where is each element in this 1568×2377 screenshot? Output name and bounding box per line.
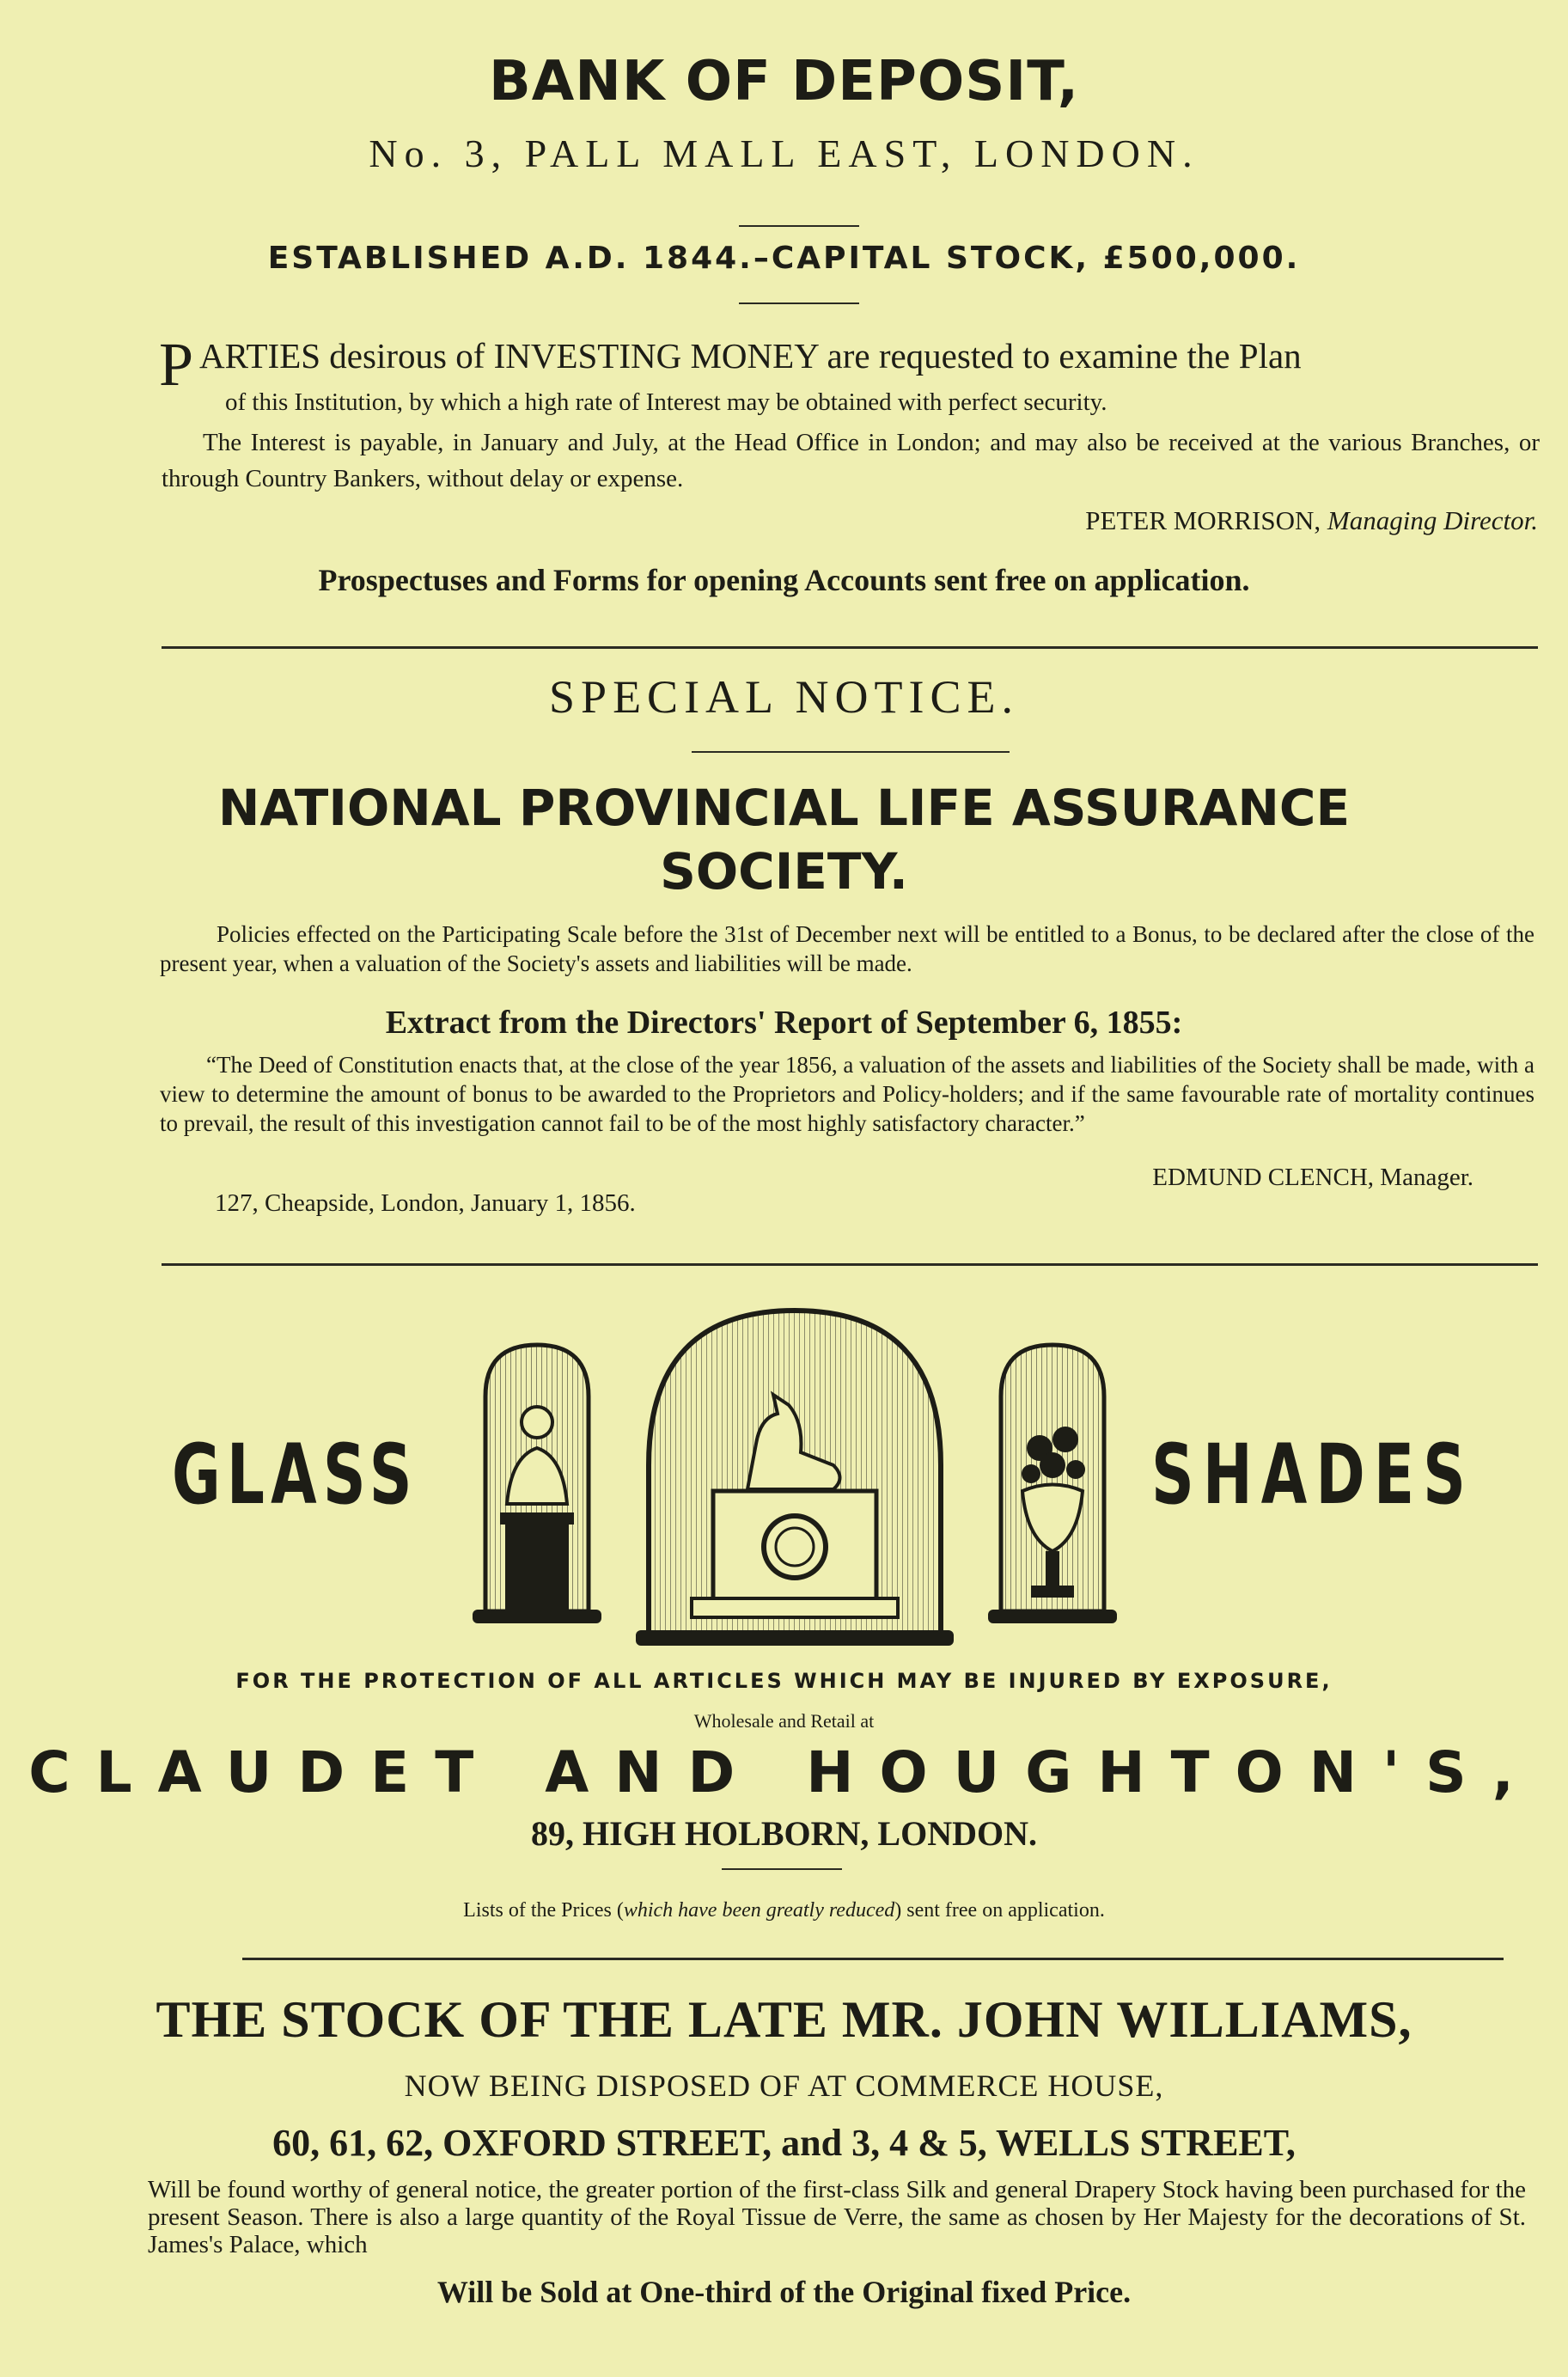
directors-quote: “The Deed of Constitution enacts that, at the close of the year 1856, a valuation of the assets and liabilities of the Society shall be made, with a view to determine the amount of bonus to be awarded to the Proprietors and Policy-holders; and if the same favourable rate of mortality continues to prevail, the result of this investigation cannot fail to be of the most highly satisfactory character.” <box>160 1052 1534 1136</box>
claudet-address: 89, HIGH HOLBORN, LONDON. <box>531 1814 1037 1853</box>
bank-interest-paragraph: The Interest is payable, in January and July, at the Head Office in London; and may also be received at the various Branches, or through Country Bankers, without delay or expense. <box>162 429 1540 492</box>
stock-streets: 60, 61, 62, OXFORD STREET, and 3, 4 & 5, WELLS STREET, <box>272 2122 1296 2164</box>
price-lists-text-b: ) sent free on application. <box>894 1899 1105 1922</box>
bank-drop-cap: P <box>159 330 194 399</box>
section-divider-1 <box>162 646 1538 649</box>
bank-title: BANK OF DEPOSIT, <box>488 50 1080 113</box>
stock-subtitle: NOW BEING DISPOSED OF AT COMMERCE HOUSE, <box>404 2068 1164 2103</box>
notice-short-rule <box>692 751 1010 753</box>
glass-shades-illustration <box>464 1293 1126 1654</box>
price-lists-text-a: Lists of the Prices ( <box>463 1899 624 1922</box>
clock-dome-icon <box>636 1311 954 1646</box>
bust-dome-icon <box>473 1345 601 1623</box>
price-lists-line <box>0 1899 1568 1922</box>
notice-address-date: 127, Cheapside, London, January 1, 1856. <box>215 1189 636 1217</box>
glass-word-left: GLASS <box>172 1427 418 1523</box>
policies-paragraph: Policies effected on the Participating Scale before the 31st of December next will be entitled to a Bonus, to be declared after the close of the present year, when a valuation of the Society's assets and liabilities will be made. <box>160 921 1534 976</box>
section-divider-2 <box>162 1263 1538 1266</box>
bank-prospectus: Prospectuses and Forms for opening Accounts sent free on application. <box>318 563 1250 597</box>
glass-word-right: SHADES <box>1151 1427 1474 1523</box>
stock-sale-line: Will be Sold at One-third of the Original fixed Price. <box>436 2275 1132 2309</box>
special-notice-heading: SPECIAL NOTICE. <box>549 671 1019 723</box>
bank-short-rule-1 <box>739 225 859 227</box>
bank-signature <box>1085 505 1538 536</box>
vase-dome-icon <box>988 1345 1117 1623</box>
bank-established: ESTABLISHED A.D. 1844.–CAPITAL STOCK, £500,000. <box>267 241 1301 276</box>
claudet-short-rule <box>722 1868 842 1870</box>
manager-signature: EDMUND CLENCH, Manager. <box>1152 1164 1473 1191</box>
bank-signature-title: Managing Director. <box>1327 505 1538 535</box>
stock-title: THE STOCK OF THE LATE MR. JOHN WILLIAMS, <box>156 1991 1412 2048</box>
bank-short-rule-2 <box>739 302 859 304</box>
society-name-line2: SOCIETY. <box>660 842 908 901</box>
wholesale-line: Wholesale and Retail at <box>693 1710 875 1732</box>
section-divider-3 <box>242 1958 1504 1960</box>
bank-signature-name: PETER MORRISON, <box>1085 505 1321 535</box>
bank-paragraph-lead: ARTIES desirous of INVESTING MONEY are requested to examine the Plan <box>199 336 1302 376</box>
bank-paragraph-rest: of this Institution, by which a high rate of Interest may be obtained with perfect security. <box>225 388 1107 416</box>
claudet-houghton-name: CLAUDET AND HOUGHTON'S, <box>28 1739 1540 1806</box>
price-lists-italic: which have been greatly reduced <box>623 1899 895 1922</box>
bank-address: No. 3, PALL MALL EAST, LONDON. <box>369 131 1199 175</box>
protection-line: FOR THE PROTECTION OF ALL ARTICLES WHICH MAY BE INJURED BY EXPOSURE, <box>235 1669 1333 1693</box>
extract-heading: Extract from the Directors' Report of September 6, 1855: <box>385 1005 1183 1041</box>
stock-body: Will be found worthy of general notice, the greater portion of the first-class Silk and general Drapery Stock having been purchased for the present Season. There is also a large quantity of the Royal Tissue de Verre, the same as chosen by Her Majesty for the decorations of St. James's Palace, which <box>148 2176 1526 2258</box>
society-name-line1: NATIONAL PROVINCIAL LIFE ASSURANCE <box>217 779 1351 837</box>
